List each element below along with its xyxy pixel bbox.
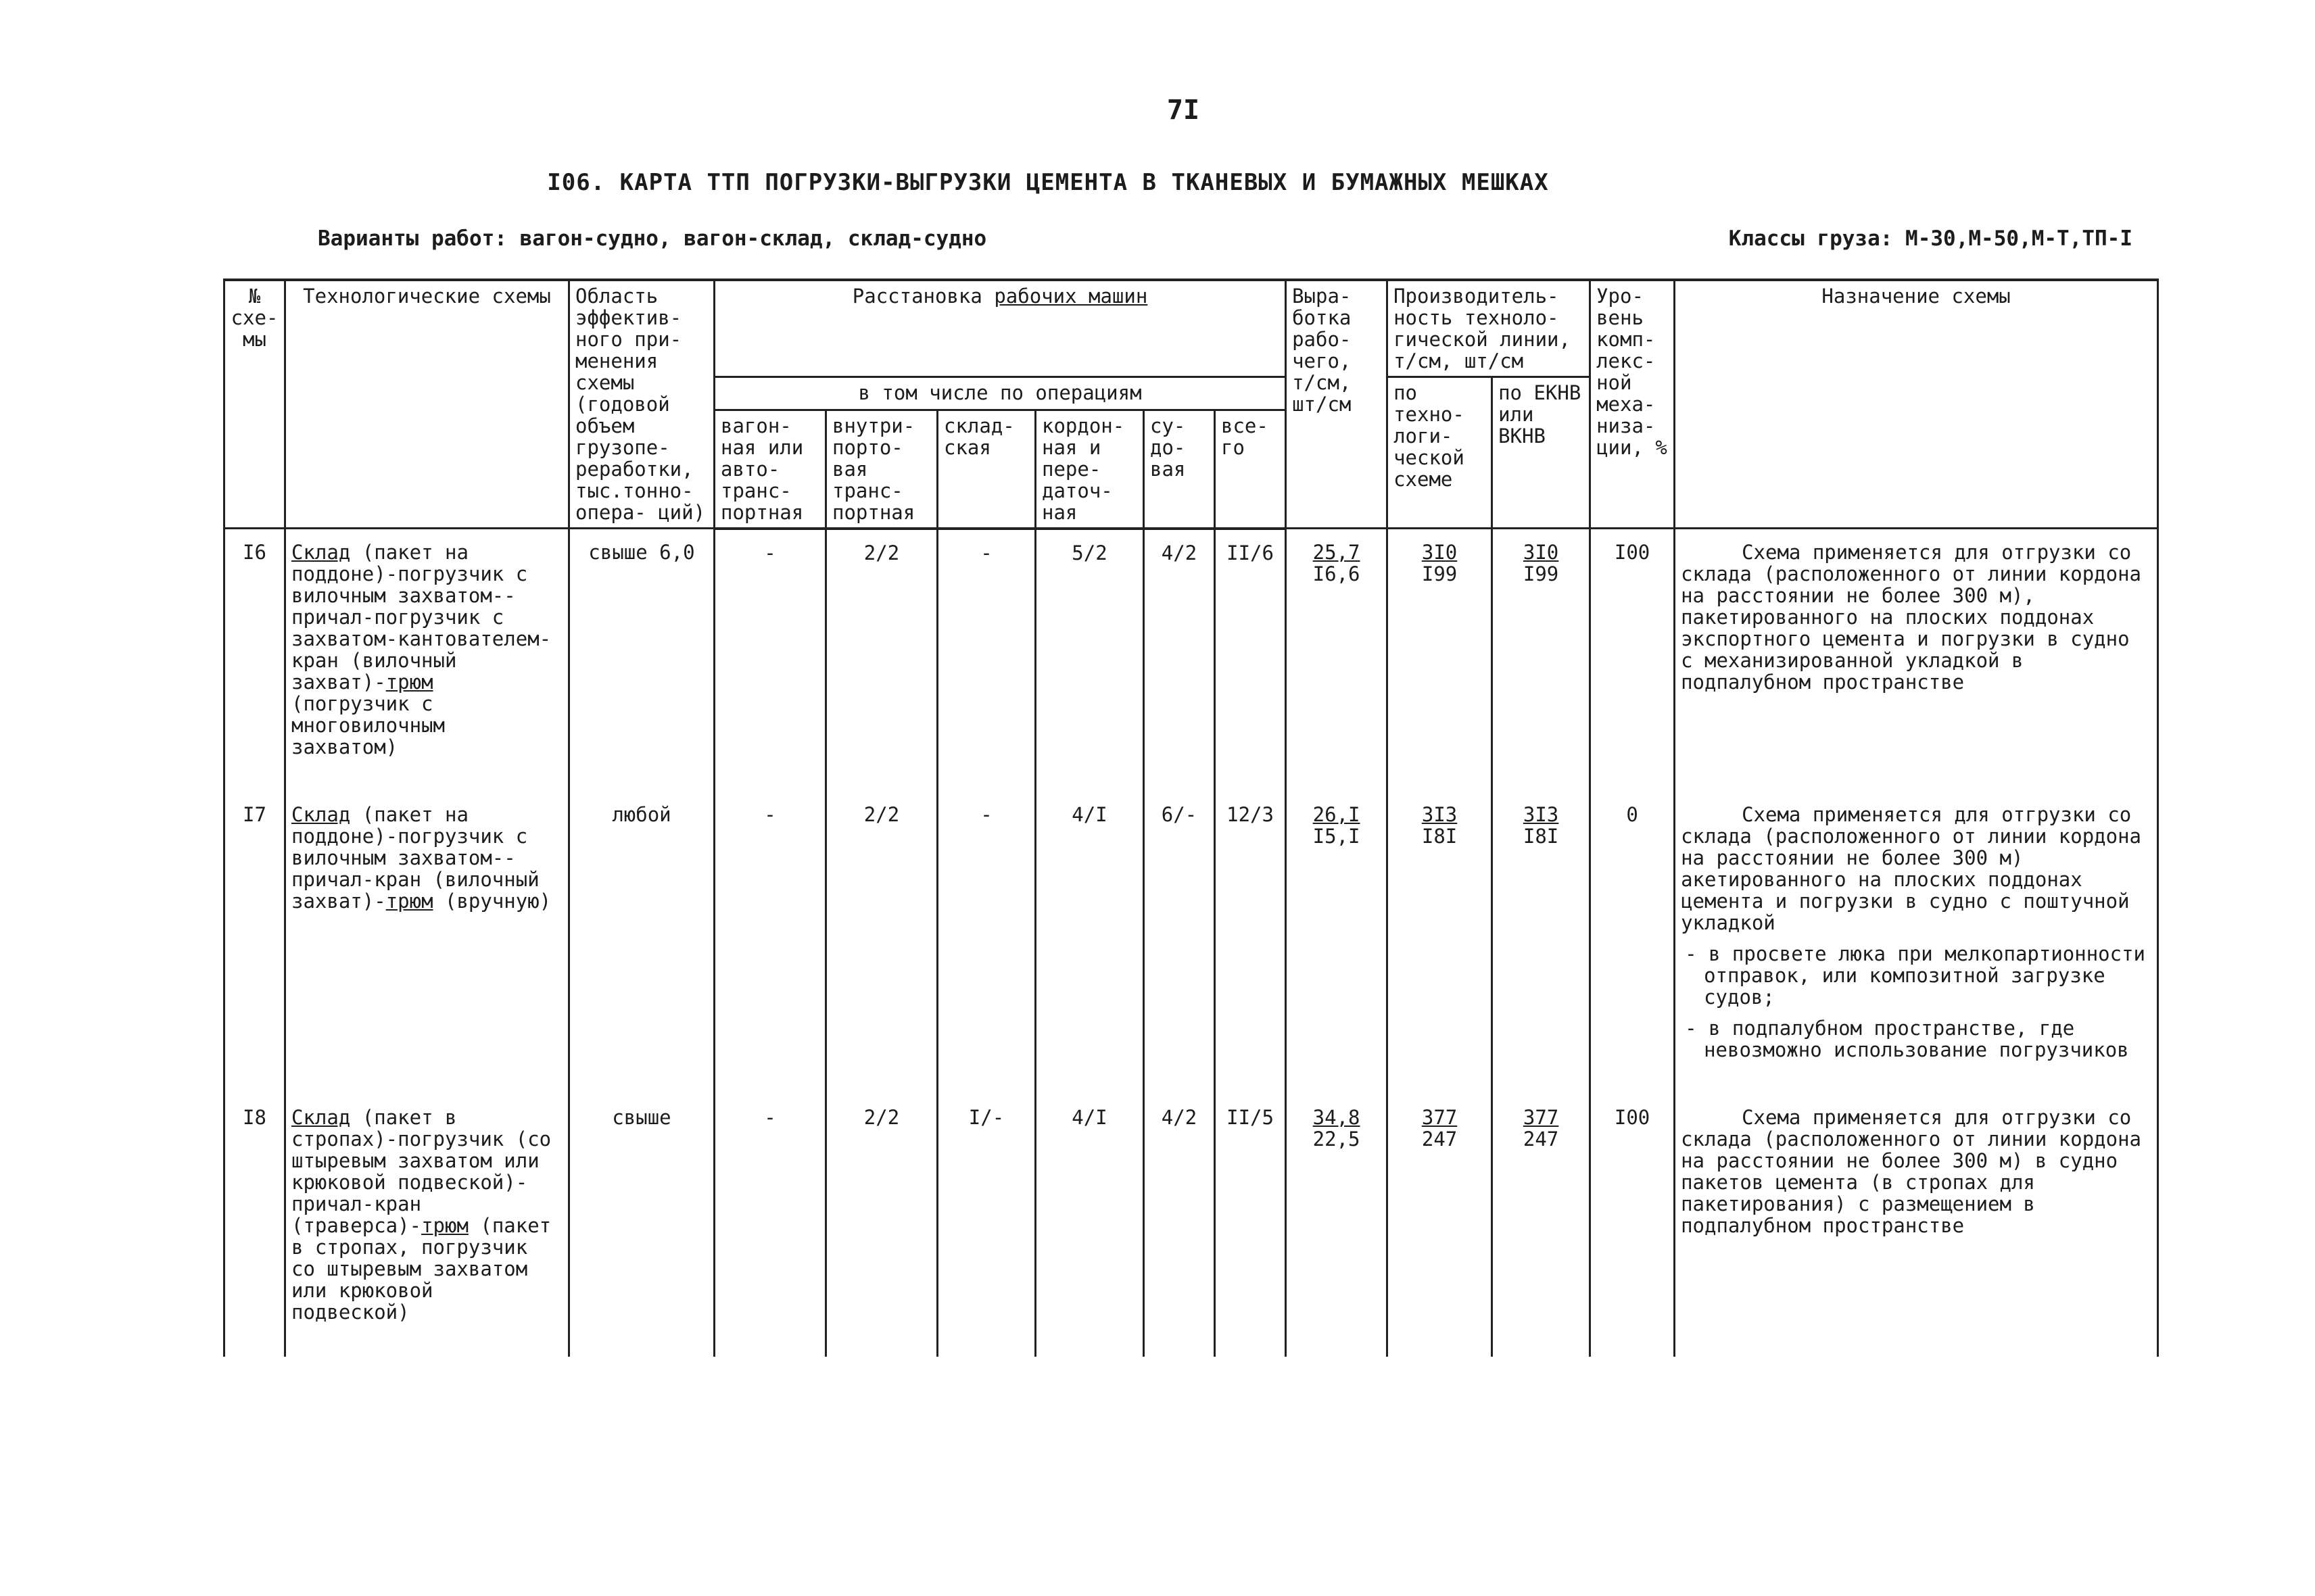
scheme-body: (пакет на поддоне)-погрузчик с вилочным захватом--причал-кран (вилочный захват)- xyxy=(291,803,540,913)
scheme-start: Склад xyxy=(291,803,351,826)
header-productivity: Производитель- ность техноло- гической линии, т/см, шт/см xyxy=(1387,280,1590,377)
header-including-operations: в том числе по операциям xyxy=(715,377,1286,410)
op-total: 12/3 xyxy=(1215,792,1286,1094)
purpose-note: - в просвете люка при мелкопартионности отправок, или композитной загрузке судов; xyxy=(1685,942,2146,1009)
table-row xyxy=(224,529,2158,792)
prod-scheme-bottom: I99 xyxy=(1421,562,1458,585)
application-area: свыше xyxy=(569,1094,715,1357)
tech-scheme xyxy=(285,529,569,792)
technology-map-table xyxy=(223,279,2159,1357)
op-wagon: - xyxy=(715,529,826,792)
scheme-purpose xyxy=(1675,792,2158,1094)
prod-ekhnv xyxy=(1492,529,1590,792)
op-cordon: 4/I xyxy=(1036,792,1144,1094)
op-total: II/6 xyxy=(1215,529,1286,792)
prod-ekhnv-bottom: 247 xyxy=(1523,1128,1559,1151)
header-op-wagon: вагон- ная или авто- транс- портная xyxy=(715,410,826,529)
table-row xyxy=(224,792,2158,1094)
output-top: 25,7 xyxy=(1312,541,1360,564)
application-area: любой xyxy=(569,792,715,1094)
prod-scheme-bottom: 247 xyxy=(1421,1128,1458,1151)
header-op-ship: су- до- вая xyxy=(1144,410,1215,529)
output-bottom: 22,5 xyxy=(1312,1128,1360,1151)
output-bottom: I5,I xyxy=(1312,825,1360,848)
header-output: Выра- ботка рабо- чего, т/см, шт/см xyxy=(1286,280,1387,529)
prod-scheme-top: 3I3 xyxy=(1421,803,1458,826)
scheme-tail: (погрузчик с многовилочным захватом) xyxy=(291,692,445,758)
header-mechanization: Уро- вень комп- лекс- ной меха- низа- ции, % xyxy=(1590,280,1675,529)
header-machine-placement xyxy=(715,280,1286,377)
scheme-body: (пакет на поддоне)-погрузчик с вилочным захватом--причал-погрузчик с захватом-кантователем-кран (вилочный захват)- xyxy=(291,541,552,694)
mechanization-level: I00 xyxy=(1590,529,1675,792)
output-top: 34,8 xyxy=(1312,1106,1360,1129)
output xyxy=(1286,529,1387,792)
header-op-total: все- го xyxy=(1215,410,1286,529)
application-area: свыше 6,0 xyxy=(569,529,715,792)
prod-scheme xyxy=(1387,1094,1492,1357)
op-ship: 4/2 xyxy=(1144,1094,1215,1357)
scheme-hold: трюм xyxy=(421,1214,469,1237)
scheme-purpose xyxy=(1675,1094,2158,1357)
header-application-area: Область эффектив- ного при- менения схемы (годовой объем грузопе- реработки, тыс.тонно- опера- ций) xyxy=(569,280,715,529)
document-title: I06. КАРТА ТТП ПОГРУЗКИ-ВЫГРУЗКИ ЦЕМЕНТА В ТКАНЕВЫХ И БУМАЖНЫХ МЕШКАХ xyxy=(547,169,1549,196)
output xyxy=(1286,792,1387,1094)
op-cordon: 4/I xyxy=(1036,1094,1144,1357)
prod-scheme-bottom: I8I xyxy=(1421,825,1458,848)
op-warehouse: - xyxy=(938,792,1036,1094)
header-placement-underlined: рабочих машин xyxy=(994,285,1148,308)
prod-ekhnv-bottom: I8I xyxy=(1523,825,1559,848)
header-prod-by-ekhnv: по ЕКНВ или ВКНВ xyxy=(1492,377,1590,529)
scheme-number: I6 xyxy=(224,529,285,792)
tech-scheme xyxy=(285,792,569,1094)
scheme-body: (пакет в стропах)-погрузчик (со штыревым захватом или крюковой подвеской)-причал-кран (траверса)- xyxy=(291,1106,552,1237)
header-scheme-no: № схе- мы xyxy=(224,280,285,529)
mechanization-level: I00 xyxy=(1590,1094,1675,1357)
work-variants: Варианты работ: вагон-судно, вагон-склад, склад-судно xyxy=(318,226,987,251)
op-wagon: - xyxy=(715,792,826,1094)
scheme-purpose xyxy=(1675,529,2158,792)
purpose-text: Схема применяется для отгрузки со склада (расположенного от линии кордона на расстоянии не более 300 м), пакетированного на плоских поддонах экспортного цемента и погрузки в судно с механизированной укладкой в подпалубном пространстве xyxy=(1681,541,2142,694)
op-ship: 4/2 xyxy=(1144,529,1215,792)
header-op-internal: внутри- порто- вая транс- портная xyxy=(826,410,938,529)
scheme-tail: (вручную) xyxy=(433,890,552,913)
purpose-text: Схема применяется для отгрузки со склада (расположенного от линии кордона на расстоянии не более 300 м) в судно пакетов цемента (в стропах для пакетирования) с размещением в подпалубном пространстве xyxy=(1681,1106,2142,1237)
op-ship: 6/- xyxy=(1144,792,1215,1094)
cargo-classes: Классы груза: М-30,М-50,М-Т,ТП-I xyxy=(1728,226,2132,251)
prod-scheme xyxy=(1387,792,1492,1094)
op-internal: 2/2 xyxy=(826,1094,938,1357)
prod-ekhnv-bottom: I99 xyxy=(1523,562,1559,585)
output-top: 26,I xyxy=(1312,803,1360,826)
header-tech-schemes: Технологические схемы xyxy=(285,280,569,529)
scheme-start: Склад xyxy=(291,541,351,564)
scheme-hold: трюм xyxy=(385,890,433,913)
output xyxy=(1286,1094,1387,1357)
prod-ekhnv-top: 377 xyxy=(1523,1106,1559,1129)
prod-scheme xyxy=(1387,529,1492,792)
header-purpose: Назначение схемы xyxy=(1675,280,2158,529)
scheme-hold: трюм xyxy=(385,671,433,694)
prod-scheme-top: 3I0 xyxy=(1421,541,1458,564)
op-internal: 2/2 xyxy=(826,529,938,792)
header-placement-prefix: Расстановка xyxy=(852,285,982,308)
output-bottom: I6,6 xyxy=(1312,562,1360,585)
scheme-start: Склад xyxy=(291,1106,351,1129)
op-warehouse: - xyxy=(938,529,1036,792)
table-row xyxy=(224,1094,2158,1357)
prod-ekhnv-top: 3I3 xyxy=(1523,803,1559,826)
header-op-warehouse: склад- ская xyxy=(938,410,1036,529)
page-number: 7I xyxy=(1166,95,1200,126)
scheme-number: I8 xyxy=(224,1094,285,1357)
header-op-cordon: кордон- ная и пере- даточ- ная xyxy=(1036,410,1144,529)
op-total: II/5 xyxy=(1215,1094,1286,1357)
prod-ekhnv xyxy=(1492,1094,1590,1357)
mechanization-level: 0 xyxy=(1590,792,1675,1094)
scheme-number: I7 xyxy=(224,792,285,1094)
tech-scheme xyxy=(285,1094,569,1357)
op-cordon: 5/2 xyxy=(1036,529,1144,792)
purpose-note: - в подпалубном пространстве, где невозможно использование погрузчиков xyxy=(1685,1017,2129,1061)
prod-ekhnv xyxy=(1492,792,1590,1094)
op-wagon: - xyxy=(715,1094,826,1357)
header-prod-by-scheme: по техно- логи- ческой схеме xyxy=(1387,377,1492,529)
prod-ekhnv-top: 3I0 xyxy=(1523,541,1559,564)
op-internal: 2/2 xyxy=(826,792,938,1094)
purpose-text: Схема применяется для отгрузки со склада (расположенного от линии кордона на расстоянии не более 300 м) акетированного на плоских поддонах цемента и погрузки в судно с поштучной укладкой xyxy=(1681,803,2142,934)
scheme-tail: (пакет в стропах, погрузчик со штыревым захватом или крюковой подвеской) xyxy=(291,1214,552,1324)
op-warehouse: I/- xyxy=(938,1094,1036,1357)
prod-scheme-top: 377 xyxy=(1421,1106,1458,1129)
